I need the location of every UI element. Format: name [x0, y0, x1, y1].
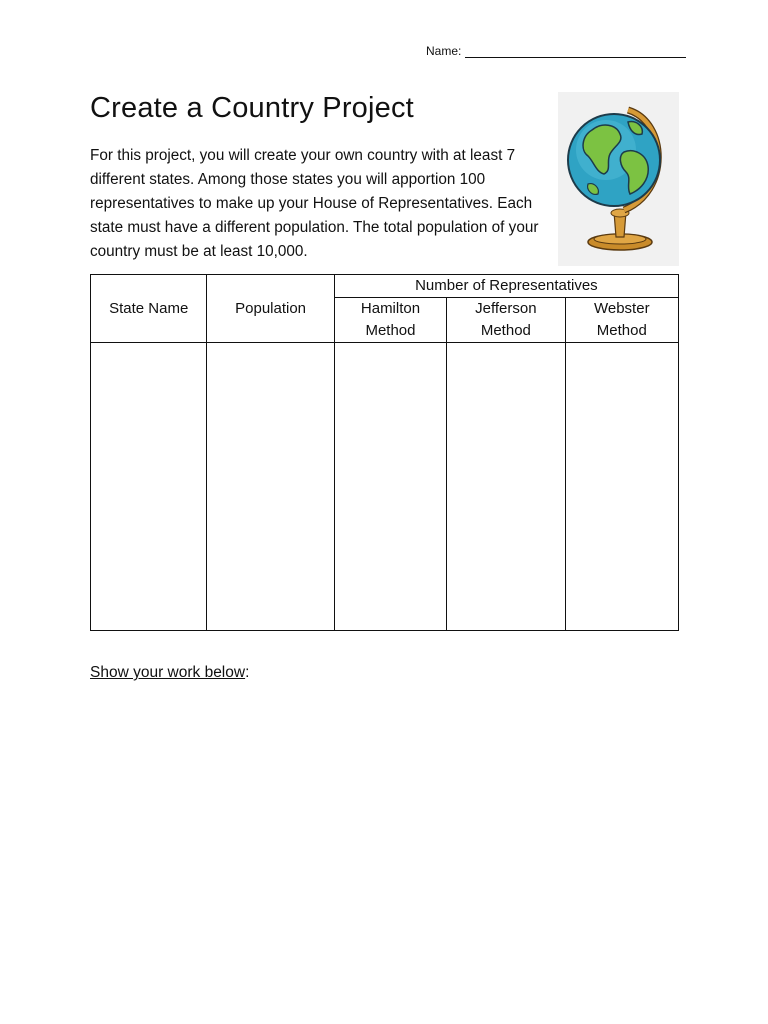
header-hamilton-method	[334, 298, 446, 343]
hamilton-line1: Hamilton	[360, 300, 421, 317]
cell-jefferson-entry[interactable]	[447, 343, 565, 631]
cell-webster-entry[interactable]	[565, 343, 678, 631]
cell-population-entry[interactable]	[207, 343, 334, 631]
jefferson-line1: Jefferson	[475, 300, 537, 317]
page-title: Create a Country Project	[90, 92, 414, 124]
show-work-colon: :	[245, 664, 250, 681]
show-work-label	[90, 664, 249, 682]
show-work-text: Show your work below	[90, 664, 246, 681]
header-jefferson-method	[447, 298, 565, 343]
cell-state-name-entry[interactable]	[91, 343, 207, 631]
name-label: Name:	[426, 44, 462, 58]
webster-line1: Webster	[593, 300, 650, 317]
header-number-of-representatives: Number of Representatives	[334, 275, 678, 298]
intro-paragraph: For this project, you will create your own country with at least 7 different states. Among those states you will apportion 100 representatives to make up your House of Representatives. Each state must have a different population. The total population of your country must be at least 10,000.	[90, 147, 539, 260]
header-webster-method	[565, 298, 678, 343]
webster-line2: Method	[596, 322, 647, 339]
cell-hamilton-entry[interactable]	[334, 343, 446, 631]
hamilton-line2: Method	[365, 322, 416, 339]
globe-icon	[558, 92, 679, 266]
header-population: Population	[207, 275, 334, 343]
name-field[interactable]	[426, 44, 686, 58]
header-state-name: State Name	[91, 275, 207, 343]
name-blank-line[interactable]	[465, 44, 686, 58]
jefferson-line2: Method	[480, 322, 531, 339]
apportionment-table	[90, 274, 679, 631]
